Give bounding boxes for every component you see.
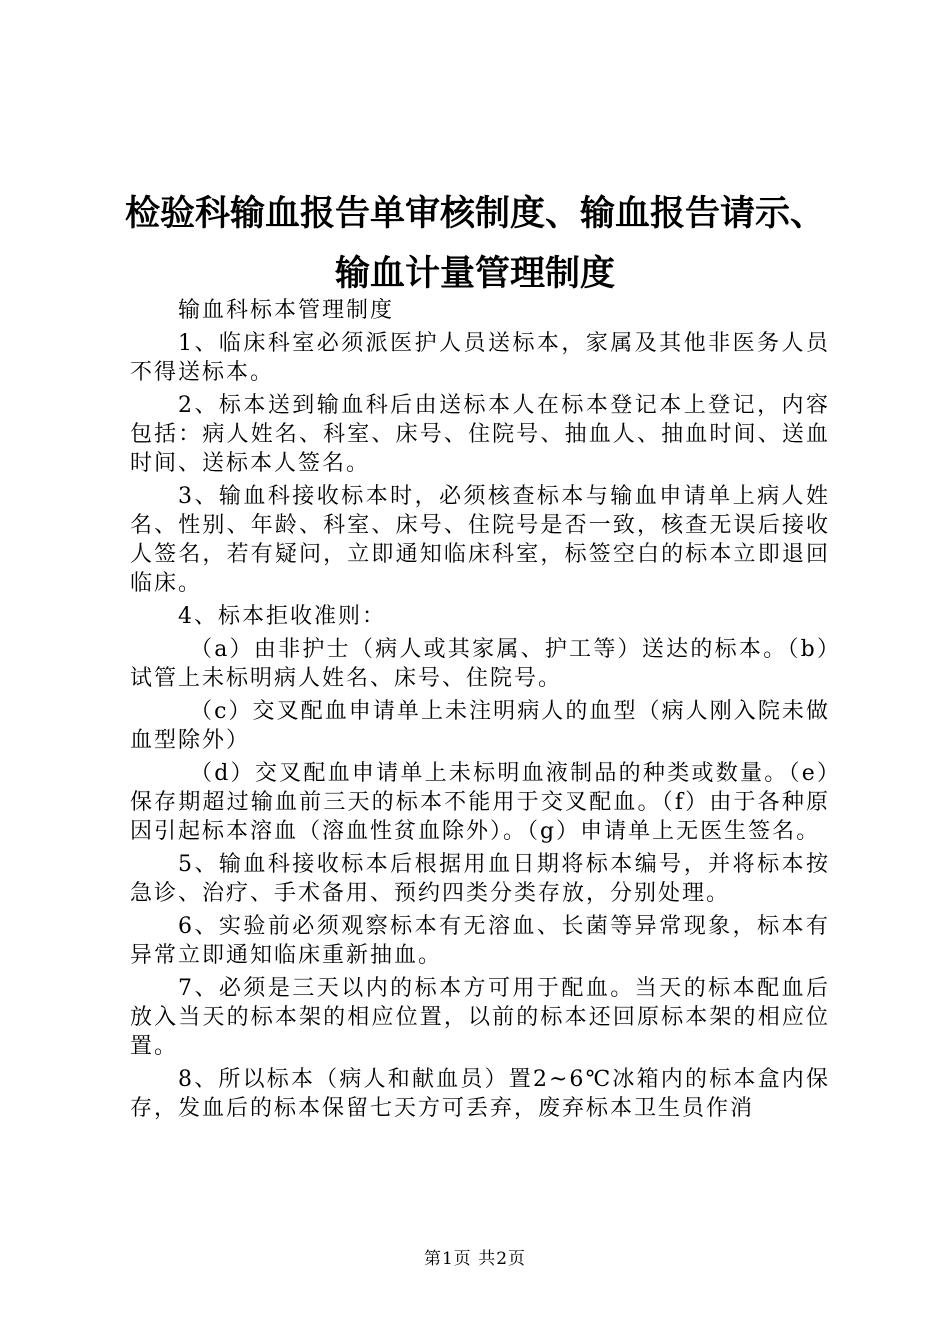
document-body — [130, 296, 830, 1127]
reject-criteria-a-b: （a）由非护士（病人或其家属、护工等）送达的标本。（b）试管上未标明病人姓名、床号、住院号。 — [130, 637, 830, 691]
section-heading: 输血科标本管理制度 — [178, 298, 395, 323]
paragraph-item-6: 6、实验前必须观察标本有无溶血、长菌等异常现象，标本有异常立即通知临床重新抽血。 — [130, 914, 830, 968]
page-footer: 第1页 共2页 — [423, 1249, 527, 1269]
paragraph-item-1: 1、临床科室必须派医护人员送标本，家属及其他非医务人员不得送标本。 — [130, 331, 830, 385]
document-title-line-2: 输血计量管理制度 — [334, 253, 615, 294]
paragraph-item-2: 2、标本送到输血科后由送标本人在标本登记本上登记，内容包括：病人姓名、科室、床号、住院号、抽血人、抽血时间、送血时间、送标本人签名。 — [130, 393, 830, 476]
paragraph-item-8: 8、所以标本（病人和献血员）置2~6℃冰箱内的标本盒内保存，发血后的标本保留七天方可丢弃，废弃标本卫生员作消 — [130, 1067, 830, 1121]
paragraph-item-7: 7、必须是三天以内的标本方可用于配血。当天的标本配血后放入当天的标本架的相应位置，以前的标本还回原标本架的相应位置。 — [130, 976, 830, 1059]
paragraph-item-3: 3、输血科接收标本时，必须核查标本与输血申请单上病人姓名、性别、年龄、科室、床号、住院号是否一致，核查无误后接收人签名，若有疑问，立即通知临床科室，标签空白的标本立即退回临床。 — [130, 484, 830, 596]
paragraph-item-5: 5、输血科接收标本后根据用血日期将标本编号，并将标本按急诊、治疗、手术备用、预约四类分类存放，分别处理。 — [130, 852, 830, 906]
document-title-line-1: 检验科输血报告单审核制度、输血报告请示、 — [124, 193, 825, 234]
reject-criteria-c: （c）交叉配血申请单上未注明病人的血型（病人刚入院未做血型除外） — [130, 699, 830, 753]
paragraph-item-4: 4、标本拒收准则： — [178, 604, 386, 629]
reject-criteria-d-g: （d）交叉配血申请单上未标明血液制品的种类或数量。（e）保存期超过输血前三天的标本不能用于交叉配血。（f）由于各种原因引起标本溶血（溶血性贫血除外）。（g）申请单上无医生签名。 — [130, 761, 830, 844]
